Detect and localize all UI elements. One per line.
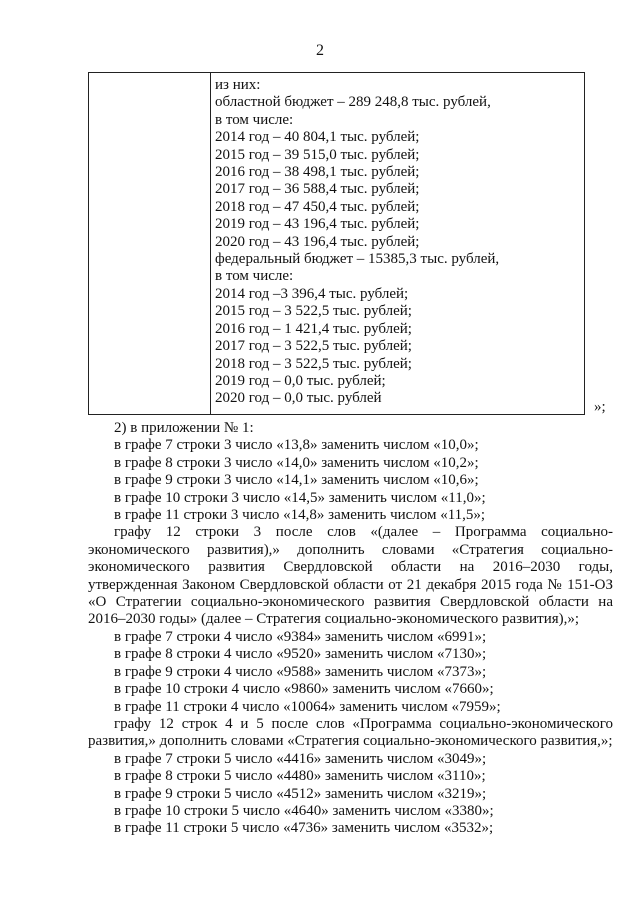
table-line: 2015 год – 39 515,0 тыс. рублей; <box>215 146 420 163</box>
budget-table <box>88 72 585 415</box>
table-line: в том числе: <box>215 268 294 285</box>
table-line: 2016 год – 1 421,4 тыс. рублей; <box>215 320 412 337</box>
paragraph: графу 12 строки 3 после слов «(далее – Программа социально-экономического развития),» дополнить словами «Стратегия социально-экономического развития Свердловской области на 2016–2030 годы, утвержденная Законом Свердловской области от 21 декабря 2015 года № 151-ОЗ «О Стратегии социально-экономического развития Свердловской области на 2016–2030 годы» (далее – Стратегия социально-экономического развития),»; <box>88 524 613 628</box>
table-line: 2014 год – 40 804,1 тыс. рублей; <box>215 129 420 146</box>
table-line: 2019 год – 0,0 тыс. рублей; <box>215 372 386 389</box>
paragraph: в графе 7 строки 3 число «13,8» заменить числом «10,0»; <box>114 437 479 454</box>
paragraph: в графе 11 строки 5 число «4736» заменить числом «3532»; <box>114 820 494 837</box>
table-line: 2020 год – 0,0 тыс. рублей <box>215 390 382 407</box>
paragraph: в графе 11 строки 3 число «14,8» заменить числом «11,5»; <box>114 507 486 524</box>
paragraph: в графе 10 строки 5 число «4640» заменить числом «3380»; <box>114 802 494 819</box>
table-closing-mark: »; <box>594 399 606 415</box>
paragraph: в графе 7 строки 4 число «9384» заменить числом «6991»; <box>114 628 487 645</box>
table-line: 2018 год – 47 450,4 тыс. рублей; <box>215 198 420 215</box>
paragraph: 2) в приложении № 1: <box>114 420 254 436</box>
table-line: 2018 год – 3 522,5 тыс. рублей; <box>215 355 412 372</box>
paragraph: в графе 9 строки 4 число «9588» заменить числом «7373»; <box>114 663 487 680</box>
table-line: 2017 год – 36 588,4 тыс. рублей; <box>215 181 420 198</box>
paragraph: в графе 8 строки 5 число «4480» заменить числом «3110»; <box>114 768 486 785</box>
table-line: 2017 год – 3 522,5 тыс. рублей; <box>215 338 412 355</box>
paragraph: в графе 11 строки 4 число «10064» заменить числом «7959»; <box>114 698 501 715</box>
paragraph: в графе 8 строки 4 число «9520» заменить числом «7130»; <box>114 646 487 663</box>
table-line: областной бюджет – 289 248,8 тыс. рублей, <box>215 94 491 111</box>
page-number: 2 <box>316 42 324 59</box>
table-column-divider <box>210 73 211 414</box>
table-line: 2020 год – 43 196,4 тыс. рублей; <box>215 233 420 250</box>
amendment-text <box>88 420 613 838</box>
table-line: из них: <box>215 77 261 93</box>
table-line: 2014 год –3 396,4 тыс. рублей; <box>215 285 409 302</box>
paragraph: в графе 7 строки 5 число «4416» заменить числом «3049»; <box>114 750 487 767</box>
paragraph: в графе 10 строки 3 число «14,5» заменить числом «11,0»; <box>114 489 486 506</box>
table-line: 2019 год – 43 196,4 тыс. рублей; <box>215 216 420 233</box>
table-line: 2015 год – 3 522,5 тыс. рублей; <box>215 303 412 320</box>
table-line: в том числе: <box>215 111 294 128</box>
table-right-cell <box>215 77 582 408</box>
table-line: федеральный бюджет – 15385,3 тыс. рублей, <box>215 251 500 268</box>
paragraph: в графе 9 строки 3 число «14,1» заменить числом «10,6»; <box>114 472 479 489</box>
table-line: 2016 год – 38 498,1 тыс. рублей; <box>215 164 420 181</box>
paragraph: в графе 8 строки 3 число «14,0» заменить числом «10,2»; <box>114 454 479 471</box>
paragraph: в графе 10 строки 4 число «9860» заменить числом «7660»; <box>114 681 494 698</box>
paragraph: графу 12 строк 4 и 5 после слов «Программа социально-экономического развития,» дополнить словами «Стратегия социально-экономического развития,»; <box>88 715 613 750</box>
paragraph: в графе 9 строки 5 число «4512» заменить числом «3219»; <box>114 785 487 802</box>
